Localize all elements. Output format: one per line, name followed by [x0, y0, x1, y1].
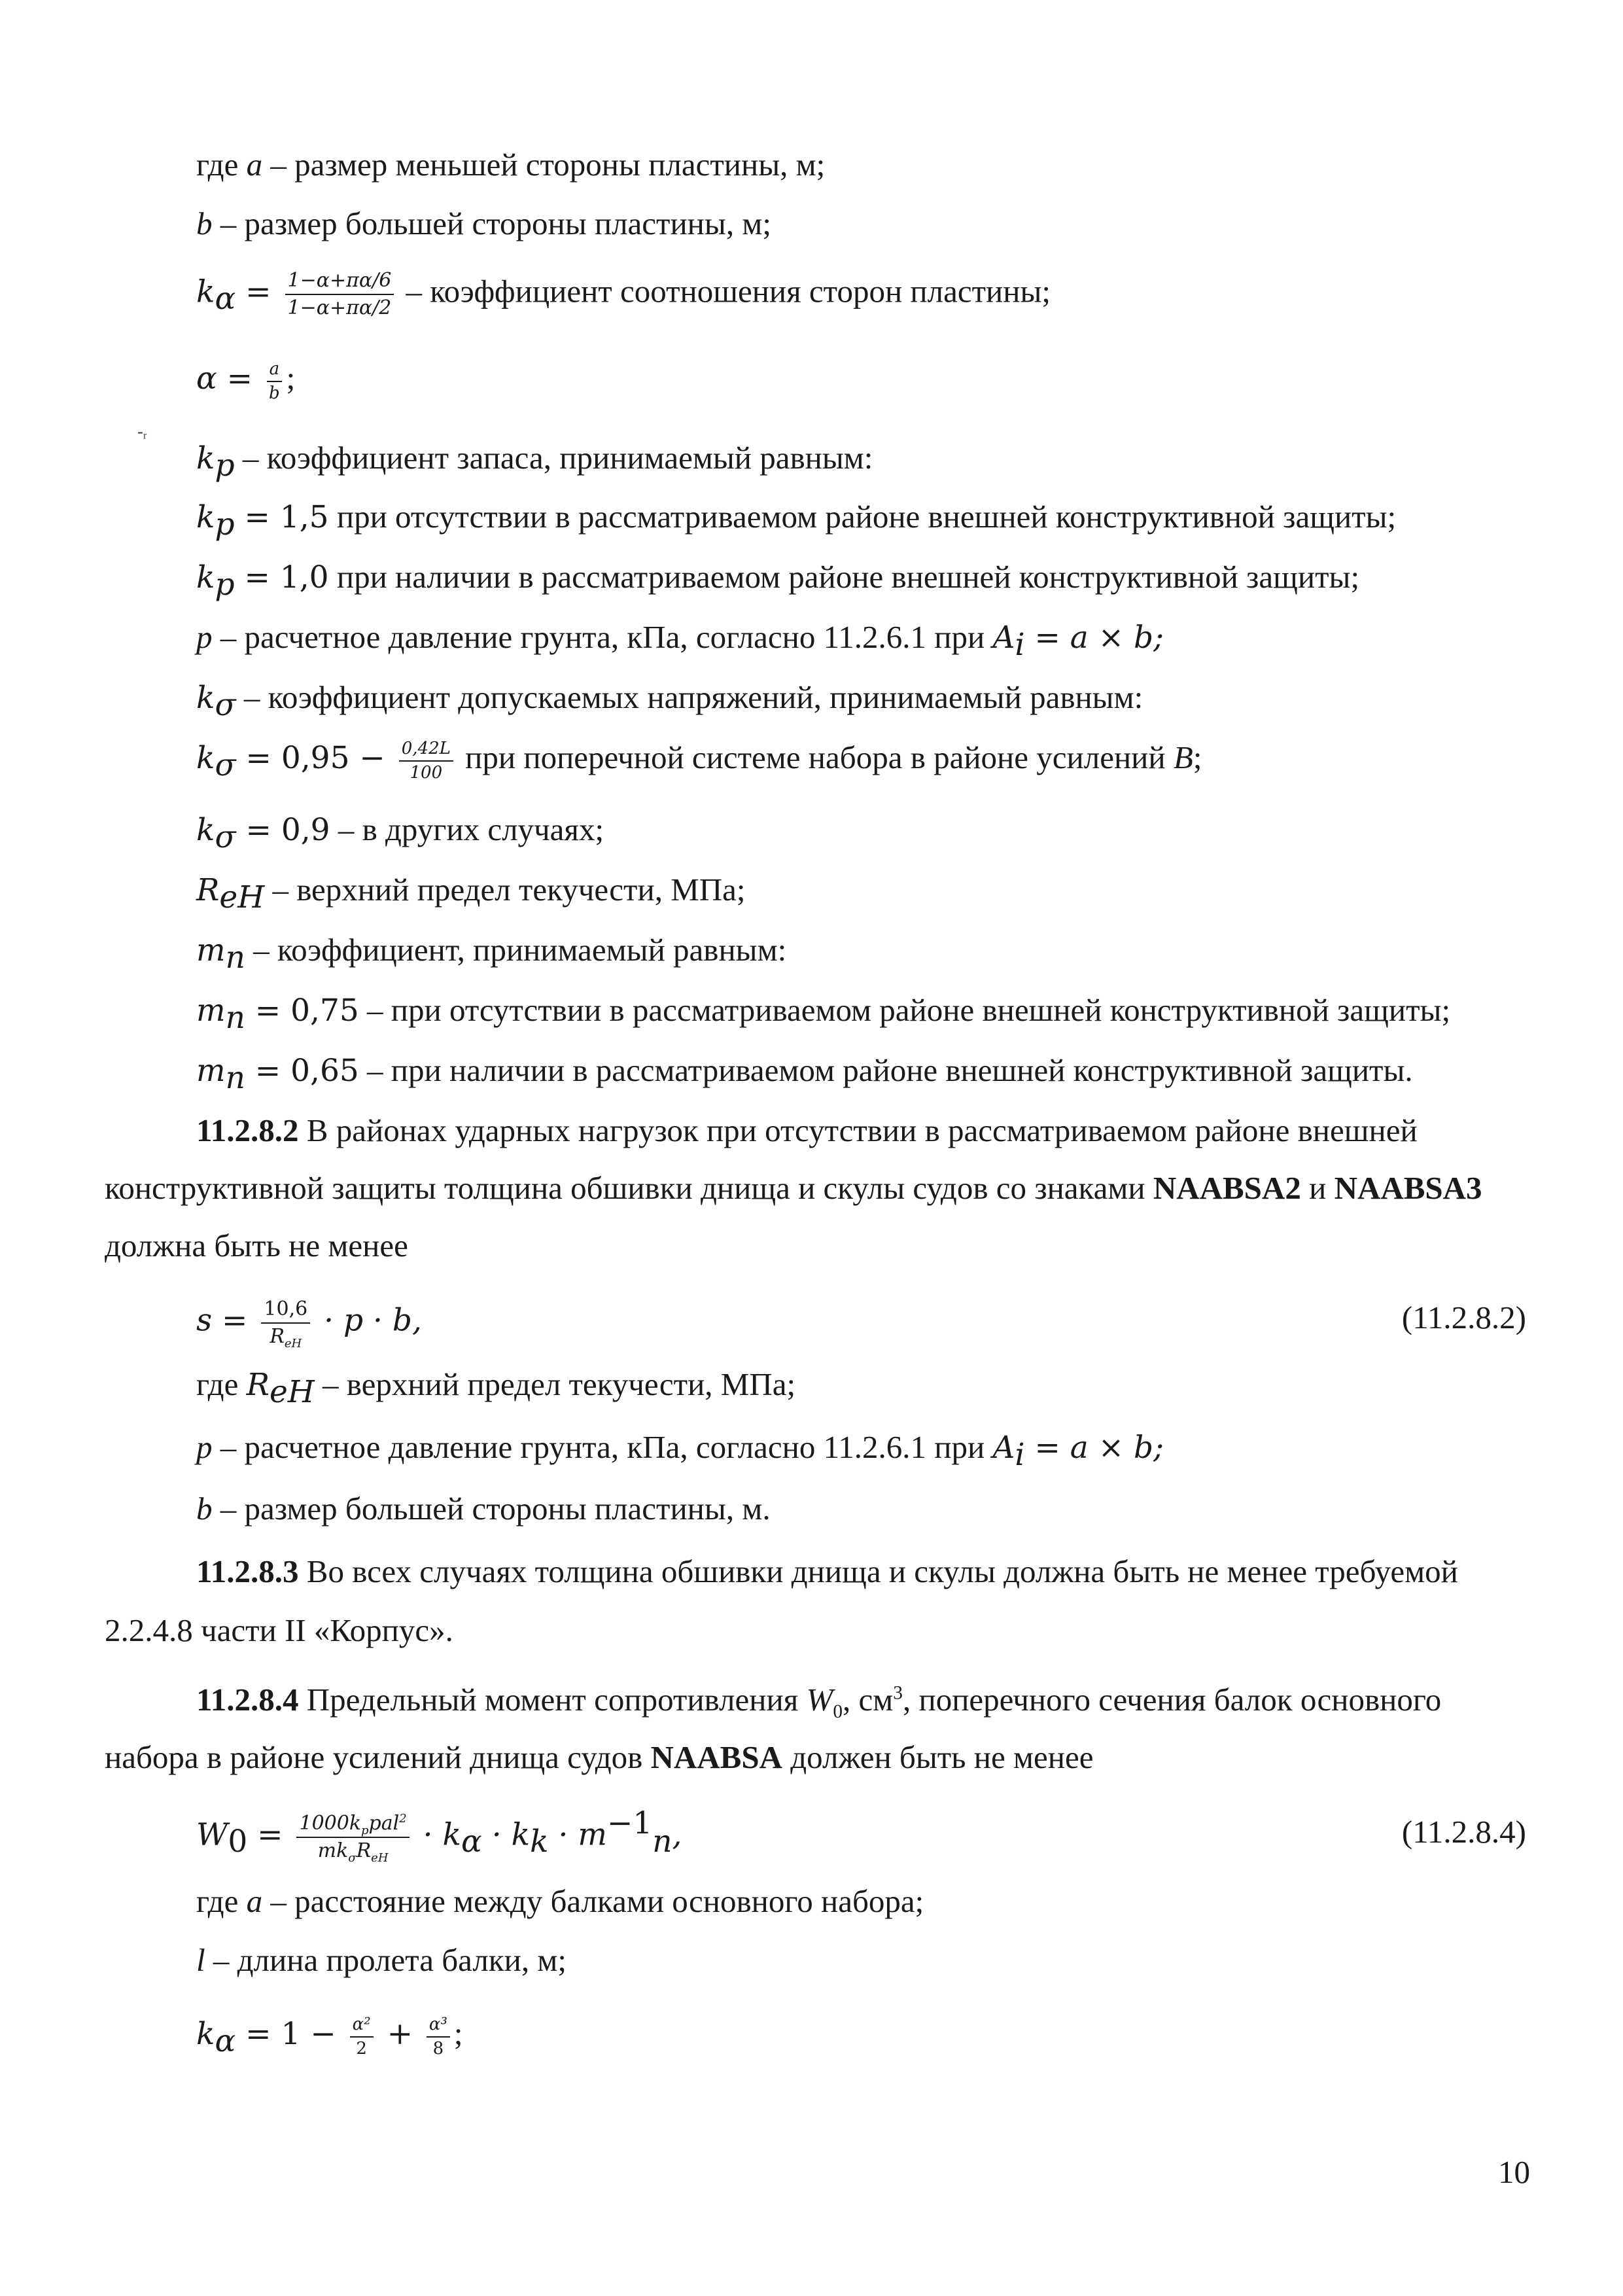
def-k-alpha: $k_\alpha$ = $\frac{1-\alpha+\pi\alpha/6}{1-\alpha+\pi\alpha/2}$ – коэффициент соотношения сторон пластины;: [196, 269, 1051, 319]
mn-value-1: $m_n = 0,75$ – при отсутствии в рассматриваемом районе внешней конструктивной защиты;: [196, 992, 1451, 1036]
k-sigma-value-1: $k_\sigma = 0,95$ − $\frac{0,42L}{100}$ при поперечной системе набора в районе усилений B;: [196, 738, 1202, 783]
formula-11-2-8-2: s = $\frac{10,6}{R_{eH}}$ · p · b,: [196, 1298, 422, 1351]
kp-value-1: $k_p = 1,5$ при отсутствии в рассматриваемом районе внешней конструктивной защиты;: [196, 499, 1397, 542]
def-a: где a – размер меньшей стороны пластины, м;: [196, 147, 826, 183]
mn-value-2: $m_n = 0,65$ – при наличии в рассматриваемом районе внешней конструктивной защиты.: [196, 1052, 1413, 1096]
para-11-2-8-4-line2: набора в районе усилений днища судов NAABSA должен быть не менее: [105, 1739, 1094, 1775]
def-b: b – размер большей стороны пластины, м;: [196, 205, 771, 241]
scan-mark: -ᵣ: [137, 422, 147, 441]
def-k-sigma: $k_\sigma$ – коэффициент допускаемых напряжений, принимаемый равным:: [196, 679, 1143, 723]
def-k-alpha-2: $k_\alpha = 1$ − $\frac{\text{α²}}{2}$ + $\frac{\text{α³}}{8}$ ;: [196, 2014, 463, 2059]
def-p-2: p – расчетное давление грунта, кПа, согласно 11.2.6.1 при $A_i = a \times b$;: [196, 1429, 1164, 1473]
def-b-2: b – размер большей стороны пластины, м.: [196, 1491, 771, 1527]
def-l: l – длина пролета балки, м;: [196, 1942, 567, 1978]
page-number: 10: [1498, 2154, 1530, 2190]
kp-value-2: $k_p = 1,0$ при наличии в рассматриваемом районе внешней конструктивной защиты;: [196, 559, 1360, 603]
def-p: p – расчетное давление грунта, кПа, согласно 11.2.6.1 при $A_i = a \times b$;: [196, 619, 1164, 663]
def-reh: $R_{eH}$ – верхний предел текучести, МПа;: [196, 872, 746, 915]
def-reh-2: где $R_{eH}$ – верхний предел текучести, МПа;: [196, 1366, 796, 1410]
para-11-2-8-2-line2: конструктивной защиты толщина обшивки днища и скулы судов со знаками NAABSA2 и NAABSA3: [105, 1170, 1482, 1206]
k-sigma-value-2: $k_\sigma = 0,9 - в$ других случаях;: [196, 811, 604, 855]
def-kp: $k_p$ – коэффициент запаса, принимаемый равным:: [196, 440, 873, 484]
para-11-2-8-3-line1: 11.2.8.3 Во всех случаях толщина обшивки днища и скулы должна быть не менее требуемой: [196, 1553, 1458, 1589]
def-a-spacing: где a – расстояние между балками основного набора;: [196, 1883, 924, 1919]
equation-number-11-2-8-4: (11.2.8.4): [1401, 1814, 1526, 1850]
equation-number-11-2-8-2: (11.2.8.2): [1401, 1299, 1526, 1335]
para-11-2-8-3-line2: 2.2.4.8 части II «Корпус».: [105, 1612, 453, 1648]
para-11-2-8-4-line1: 11.2.8.4 Предельный момент сопротивления $W_0$, $см^3$, поперечного сечения балок основного: [196, 1682, 1442, 1722]
para-11-2-8-2-line3: должна быть не менее: [105, 1227, 408, 1263]
para-11-2-8-2-line1: 11.2.8.2 В районах ударных нагрузок при отсутствии в рассматриваемом районе внешней: [196, 1112, 1418, 1148]
def-alpha: α = $\frac{a}{b}$ ;: [196, 359, 296, 403]
def-mn: $m_n$ – коэффициент, принимаемый равным:: [196, 932, 787, 976]
formula-11-2-8-4: $W_0$ = $\frac{1000k_ppal^2}{mk_\sigma R_{eH}}$ · $k_\alpha \cdot k_k \cdot m^{-1}_n$,: [196, 1805, 682, 1865]
